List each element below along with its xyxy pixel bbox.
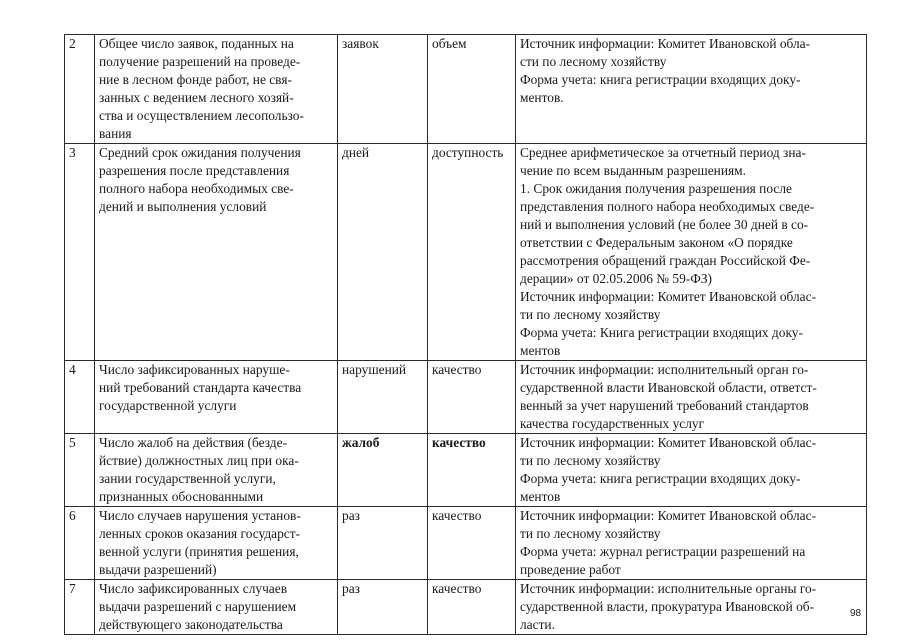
table-row xyxy=(65,580,867,635)
note-cell-line: рассмотрения обращений граждан Российской Фе- xyxy=(520,253,811,268)
note-cell-line: 1. Срок ожидания получения разрешения после xyxy=(520,181,792,196)
note-cell-line: чение по всем выданным разрешениям. xyxy=(520,163,746,178)
indicator-cell-line: ленных сроков оказания государст- xyxy=(99,526,301,541)
indicator-cell-line: венной услуги (принятия решения, xyxy=(99,544,299,559)
category-cell: качество xyxy=(428,434,516,507)
note-cell-line: Форма учета: книга регистрации входящих доку- xyxy=(520,72,801,87)
note-cell-line: представления полного набора необходимых сведе- xyxy=(520,199,815,214)
unit-cell: жалоб xyxy=(338,434,428,507)
indicator-cell-line: зании государственной услуги, xyxy=(99,471,276,486)
note-cell-line: ти по лесному хозяйству xyxy=(520,307,661,322)
category-cell: доступность xyxy=(428,144,516,361)
indicator-cell-line: выдачи разрешений с нарушением xyxy=(99,599,297,614)
row-number: 6 xyxy=(65,507,95,580)
indicator-cell-line: йствие) должностных лиц при ока- xyxy=(99,453,299,468)
indicator-cell xyxy=(95,361,338,434)
category-cell: качество xyxy=(428,580,516,635)
indicator-cell-line: Число жалоб на действия (безде- xyxy=(99,435,288,450)
note-cell-line: венный за учет нарушений требований стандартов xyxy=(520,398,809,413)
unit-cell: раз xyxy=(338,580,428,635)
indicator-cell-line: Средний срок ожидания получения xyxy=(99,145,301,160)
indicators-table xyxy=(64,34,867,635)
row-number: 3 xyxy=(65,144,95,361)
note-cell-line: ментов xyxy=(520,489,561,504)
note-cell-line: ти по лесному хозяйству xyxy=(520,526,661,541)
note-cell-line: Форма учета: журнал регистрации разрешений на xyxy=(520,544,806,559)
table-body xyxy=(65,35,867,635)
table-row xyxy=(65,144,867,361)
unit-cell: дней xyxy=(338,144,428,361)
indicator-cell-line: Общее число заявок, поданных на xyxy=(99,36,294,51)
note-cell xyxy=(516,434,867,507)
note-cell-line: ти по лесному хозяйству xyxy=(520,453,661,468)
indicator-cell-line: Число случаев нарушения установ- xyxy=(99,508,301,523)
note-cell xyxy=(516,35,867,144)
note-cell-line: ментов xyxy=(520,343,561,358)
note-cell xyxy=(516,144,867,361)
indicator-cell-line: полного набора необходимых све- xyxy=(99,181,294,196)
indicator-cell-line: Число зафиксированных наруше- xyxy=(99,362,290,377)
indicator-cell xyxy=(95,507,338,580)
table-row xyxy=(65,507,867,580)
note-cell-line: ласти. xyxy=(520,617,555,632)
indicator-cell-line: получение разрешений на проведе- xyxy=(99,54,301,69)
unit-cell: раз xyxy=(338,507,428,580)
note-cell-line: дерации» от 02.05.2006 № 59-ФЗ) xyxy=(520,271,712,286)
indicator-cell-line: признанных обоснованными xyxy=(99,489,264,504)
indicator-cell-line: ние в лесном фонде работ, не свя- xyxy=(99,72,292,87)
category-cell: качество xyxy=(428,507,516,580)
row-number: 7 xyxy=(65,580,95,635)
note-cell-line: Форма учета: книга регистрации входящих доку- xyxy=(520,471,801,486)
unit-cell: заявок xyxy=(338,35,428,144)
note-cell-line: Форма учета: Книга регистрации входящих доку- xyxy=(520,325,803,340)
note-cell-line: Среднее арифметическое за отчетный период зна- xyxy=(520,145,806,160)
note-cell-line: Источник информации: Комитет Ивановской облас- xyxy=(520,508,817,523)
note-cell-line: сударственной власти Ивановской области, ответст- xyxy=(520,380,817,395)
indicator-cell xyxy=(95,434,338,507)
row-number: 5 xyxy=(65,434,95,507)
category-cell: объем xyxy=(428,35,516,144)
indicator-cell-line: Число зафиксированных случаев xyxy=(99,581,288,596)
row-number: 4 xyxy=(65,361,95,434)
page-number: 98 xyxy=(850,608,862,619)
table-row xyxy=(65,434,867,507)
note-cell-line: сти по лесному хозяйству xyxy=(520,54,667,69)
indicator-cell xyxy=(95,35,338,144)
note-cell xyxy=(516,580,867,635)
unit-cell: нарушений xyxy=(338,361,428,434)
note-cell-line: Источник информации: Комитет Ивановской обла- xyxy=(520,36,811,51)
indicator-cell-line: ства и осуществлением лесопользо- xyxy=(99,108,304,123)
indicator-cell-line: разрешения после представления xyxy=(99,163,290,178)
table-row xyxy=(65,361,867,434)
note-cell xyxy=(516,361,867,434)
note-cell-line: ментов. xyxy=(520,90,564,105)
table-row xyxy=(65,35,867,144)
indicator-cell-line: государственной услуги xyxy=(99,398,237,413)
indicator-cell-line: дений и выполнения условий xyxy=(99,199,267,214)
note-cell-line: ний и выполнения условий (не более 30 дней в со- xyxy=(520,217,809,232)
note-cell-line: сударственной власти, прокуратура Ивановской об- xyxy=(520,599,815,614)
note-cell-line: качества государственных услуг xyxy=(520,416,705,431)
note-cell-line: Источник информации: исполнительные органы го- xyxy=(520,581,817,596)
note-cell-line: Источник информации: Комитет Ивановской облас- xyxy=(520,435,817,450)
note-cell-line: Источник информации: Комитет Ивановской облас- xyxy=(520,289,817,304)
indicator-cell-line: вания xyxy=(99,126,132,141)
indicator-cell xyxy=(95,144,338,361)
indicator-cell xyxy=(95,580,338,635)
category-cell: качество xyxy=(428,361,516,434)
indicator-cell-line: выдачи разрешений) xyxy=(99,562,217,577)
indicator-cell-line: занных с ведением лесного хозяй- xyxy=(99,90,294,105)
row-number: 2 xyxy=(65,35,95,144)
note-cell-line: проведение работ xyxy=(520,562,621,577)
indicator-cell-line: ний требований стандарта качества xyxy=(99,380,302,395)
note-cell-line: ответствии с Федеральным законом «О порядке xyxy=(520,235,793,250)
indicator-cell-line: действующего законодательства xyxy=(99,617,283,632)
note-cell-line: Источник информации: исполнительный орган го- xyxy=(520,362,809,377)
note-cell xyxy=(516,507,867,580)
